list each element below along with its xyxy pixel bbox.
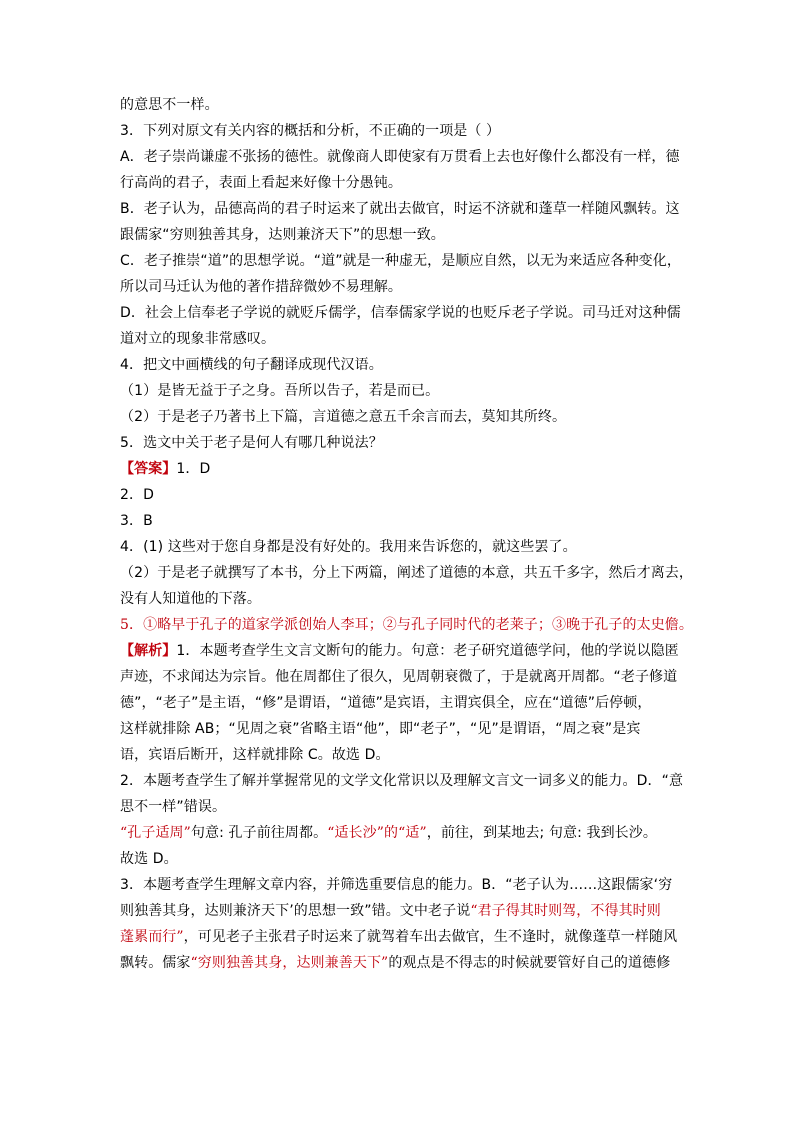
text-line: [120, 508, 680, 534]
text-segment: 故选 D。: [120, 851, 178, 867]
highlighted-text: “孔子适周”: [120, 825, 191, 841]
text-segment: 这样就排除 AB；“见周之衰”省略主语“他”，即“老子”，“见”是谓语，“周之衰”是宾: [120, 721, 641, 737]
text-segment: （1）是皆无益于子之身。吾所以告子，若是而已。: [120, 383, 440, 399]
text-segment: D．社会上信奉老子学说的就贬斥儒学，信奉儒家学说的也贬斥老子学说。司马迁对这种儒: [120, 305, 681, 321]
highlighted-text: “穷则独善其身，达则兼善天下”: [190, 955, 389, 971]
document-body: [120, 92, 694, 976]
text-segment: 2．D: [120, 487, 154, 503]
text-segment: 5．选文中关于老子是何人有哪几种说法？: [120, 435, 383, 451]
text-line: [120, 794, 680, 820]
text-segment: 德”，“老子”是主语，“修”是谓语，“道德”是宾语，主谓宾俱全，应在“道德”后停顿，: [120, 695, 652, 711]
text-line: [120, 144, 680, 170]
text-line: [120, 170, 680, 196]
text-segment: 则独善其身，达则兼济天下’的思想一致”错。文中老子说: [120, 903, 471, 919]
text-line: [120, 196, 680, 222]
text-segment: （2）于是老子乃著书上下篇，言道德之意五千余言而去，莫知其所终。: [120, 409, 567, 425]
text-segment: 行高尚的君子，表面上看起来好像十分愚钝。: [120, 175, 402, 191]
text-segment: 3．本题考查学生理解文章内容，并筛选重要信息的能力。B．“老子认为……这跟儒家‘穷: [120, 877, 673, 893]
text-segment: 1．D: [176, 461, 211, 477]
text-line: [120, 690, 680, 716]
text-line: [120, 222, 680, 248]
text-line: [120, 820, 680, 846]
text-line: [120, 482, 680, 508]
text-segment: 的观点是不得志的时候就要管好自己的道德修: [388, 955, 671, 971]
text-segment: 飘转。儒家: [120, 955, 191, 971]
highlighted-text: 蓬累而行”: [120, 929, 184, 945]
text-segment: （2）于是老子就撰写了本书，分上下两篇，阐述了道德的本意，共五千多字，然后才离去，: [120, 565, 694, 581]
text-line: [120, 352, 680, 378]
text-line: [120, 924, 680, 950]
highlighted-text: “君子得其时则驾，不得其时则: [470, 903, 661, 919]
text-line: [120, 950, 680, 976]
text-line: [120, 872, 680, 898]
text-line: [120, 92, 680, 118]
text-line: [120, 716, 680, 742]
text-segment: ，可见老子主张君子时运来了就驾着车出去做官，生不逢时，就像蓬草一样随风: [183, 929, 678, 945]
text-segment: ，前往，到某地去; 句意: 我到长沙。: [426, 825, 657, 841]
text-line: [120, 898, 680, 924]
text-segment: 3．下列对原文有关内容的概括和分析，不正确的一项是（ ）: [120, 123, 501, 139]
text-line: [120, 430, 680, 456]
text-line: [120, 846, 680, 872]
text-segment: B．老子认为，品德高尚的君子时运来了就出去做官，时运不济就和蓬草一样随风飘转。这: [120, 201, 680, 217]
text-segment: 的意思不一样。: [120, 97, 219, 113]
text-line: [120, 586, 680, 612]
text-segment: 1．本题考查学生文言文断句的能力。句意：老子研究道德学问，他的学说以隐匿: [176, 643, 679, 659]
text-segment: 4．(1) 这些对于您自身都是没有好处的。我用来告诉您的，就这些罢了。: [120, 539, 577, 555]
text-line: [120, 456, 680, 482]
text-segment: 声迹，不求闻达为宗旨。他在周都住了很久，见周朝衰微了，于是就离开周都。“老子修道: [120, 669, 678, 685]
text-line: [120, 768, 684, 794]
text-line: [120, 534, 680, 560]
text-segment: A．老子崇尚谦虚不张扬的德性。就像商人即使家有万贯看上去也好像什么都没有一样，德: [120, 149, 680, 165]
highlighted-text: 【解析】: [120, 643, 177, 659]
text-segment: 没有人知道他的下落。: [120, 591, 261, 607]
text-segment: 3．B: [120, 513, 153, 529]
text-segment: 思不一样”错误。: [120, 799, 227, 815]
text-segment: 跟儒家“穷则独善其身，达则兼济天下”的思想一致。: [120, 227, 445, 243]
text-line: [120, 612, 694, 638]
highlighted-text: 5．①略早于孔子的道家学派创始人李耳；②与孔子同时代的老莱子；③晚于孔子的太史儋。: [120, 617, 694, 633]
highlighted-text: 【答案】: [120, 461, 177, 477]
text-segment: C．老子推崇“道”的思想学说。“道”就是一种虚无，是顺应自然，以无为来适应各种变化，: [120, 253, 681, 269]
text-line: [120, 326, 680, 352]
text-line: [120, 274, 680, 300]
text-segment: 所以司马迁认为他的著作措辞微妙不易理解。: [120, 279, 402, 295]
text-line: [120, 378, 680, 404]
text-segment: 4．把文中画横线的句子翻译成现代汉语。: [120, 357, 383, 373]
text-line: [120, 248, 680, 274]
text-line: [120, 560, 694, 586]
text-segment: 2．本题考查学生了解并掌握常见的文学文化常识以及理解文言文一词多义的能力。D．“意: [120, 773, 684, 789]
text-line: [120, 118, 680, 144]
highlighted-text: “适长沙”的“适”: [327, 825, 427, 841]
text-segment: 语，宾语后断开，这样就排除 C。故选 D。: [120, 747, 390, 763]
text-segment: 句意: 孔子前往周都。: [190, 825, 328, 841]
text-line: [120, 404, 680, 430]
text-segment: 道对立的现象非常感叹。: [120, 331, 276, 347]
text-line: [120, 638, 680, 664]
text-line: [120, 300, 680, 326]
text-line: [120, 664, 680, 690]
text-line: [120, 742, 680, 768]
